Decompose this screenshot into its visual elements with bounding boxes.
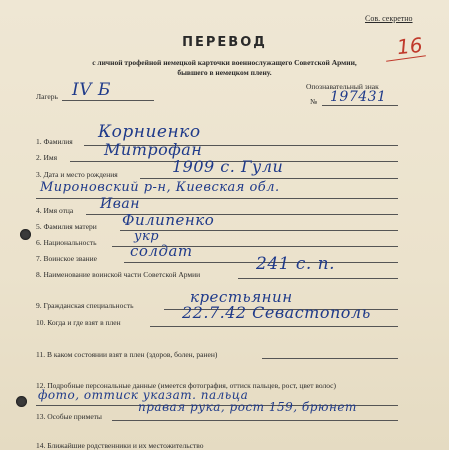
camp-label: Лагерь: [36, 92, 58, 101]
field-12-label: 12. Подробные персональные данные (имеется фотография, оттиск пальцев, рост, цвет волос): [36, 381, 336, 390]
field-10-label: 10. Когда и где взят в плен: [36, 318, 121, 327]
field-11-line: [262, 358, 398, 359]
punch-hole-lower: [16, 396, 27, 407]
field-4-value: Иван: [100, 196, 140, 212]
field-5-line: [120, 230, 398, 231]
field-6-value: укр: [134, 229, 160, 244]
field-8-line: [238, 278, 398, 279]
field-8-value: 241 с. п.: [256, 254, 336, 274]
field-13-value: правая рука, рост 159, брюнет: [138, 400, 357, 414]
field-2-value: Митрофан: [104, 140, 203, 159]
field-12-value: фото, оттиск указат. пальца: [38, 388, 249, 402]
camp-line: [62, 100, 154, 101]
document-subtitle-1: с личной трофейной немецкой карточки военнослужащего Советской Армии,: [92, 58, 357, 67]
id-line: [322, 105, 398, 106]
field-14-label: 14. Ближайшие родственники и их местожительство: [36, 441, 204, 450]
field-9-value: крестьянин: [190, 288, 293, 306]
field-8-label: 8. Наименование воинской части Советской Армии: [36, 270, 201, 279]
field-5-value: Филипенко: [122, 211, 215, 229]
camp-value: IV Б: [72, 80, 111, 100]
field-3-value: 1909 с. Гули: [172, 157, 284, 176]
field-13-line: [112, 420, 398, 421]
field-4-label: 4. Имя отца: [36, 206, 74, 215]
id-label: Опознавательный знак: [306, 82, 379, 91]
field-1-value: Корниенко: [98, 122, 201, 142]
field-1-label: 1. Фамилия: [36, 137, 73, 146]
field-10-line: [150, 326, 398, 327]
field-7-value: солдат: [130, 242, 193, 260]
field-2-label: 2. Имя: [36, 153, 58, 162]
field-3b-line: [36, 198, 398, 199]
field-5-label: 5. Фамилия матери: [36, 222, 97, 231]
field-10-value: 22.7.42 Севастополь: [182, 303, 371, 322]
red-annotation-number: 16: [395, 32, 424, 60]
classification-stamp: Сов. секретно: [365, 14, 413, 23]
field-3-label: 3. Дата и место рождения: [36, 170, 118, 179]
document-subtitle-2: бывшего в немецком плену.: [177, 68, 272, 77]
field-3b-value: Мироновский р-н, Киевская обл.: [40, 180, 280, 195]
id-value: 197431: [330, 89, 387, 105]
field-11-label: 11. В каком состоянии взят в плен (здоров, болен, ранен): [36, 350, 218, 359]
field-7-label: 7. Воинское звание: [36, 254, 98, 263]
field-9-label: 9. Гражданская специальность: [36, 301, 134, 310]
field-6-label: 6. Национальность: [36, 238, 97, 247]
id-prefix: №: [310, 97, 318, 106]
field-3-line: [140, 178, 398, 179]
field-13-label: 13. Особые приметы: [36, 412, 102, 421]
punch-hole-upper: [20, 229, 31, 240]
document-title: ПЕРЕВОД: [182, 35, 267, 50]
